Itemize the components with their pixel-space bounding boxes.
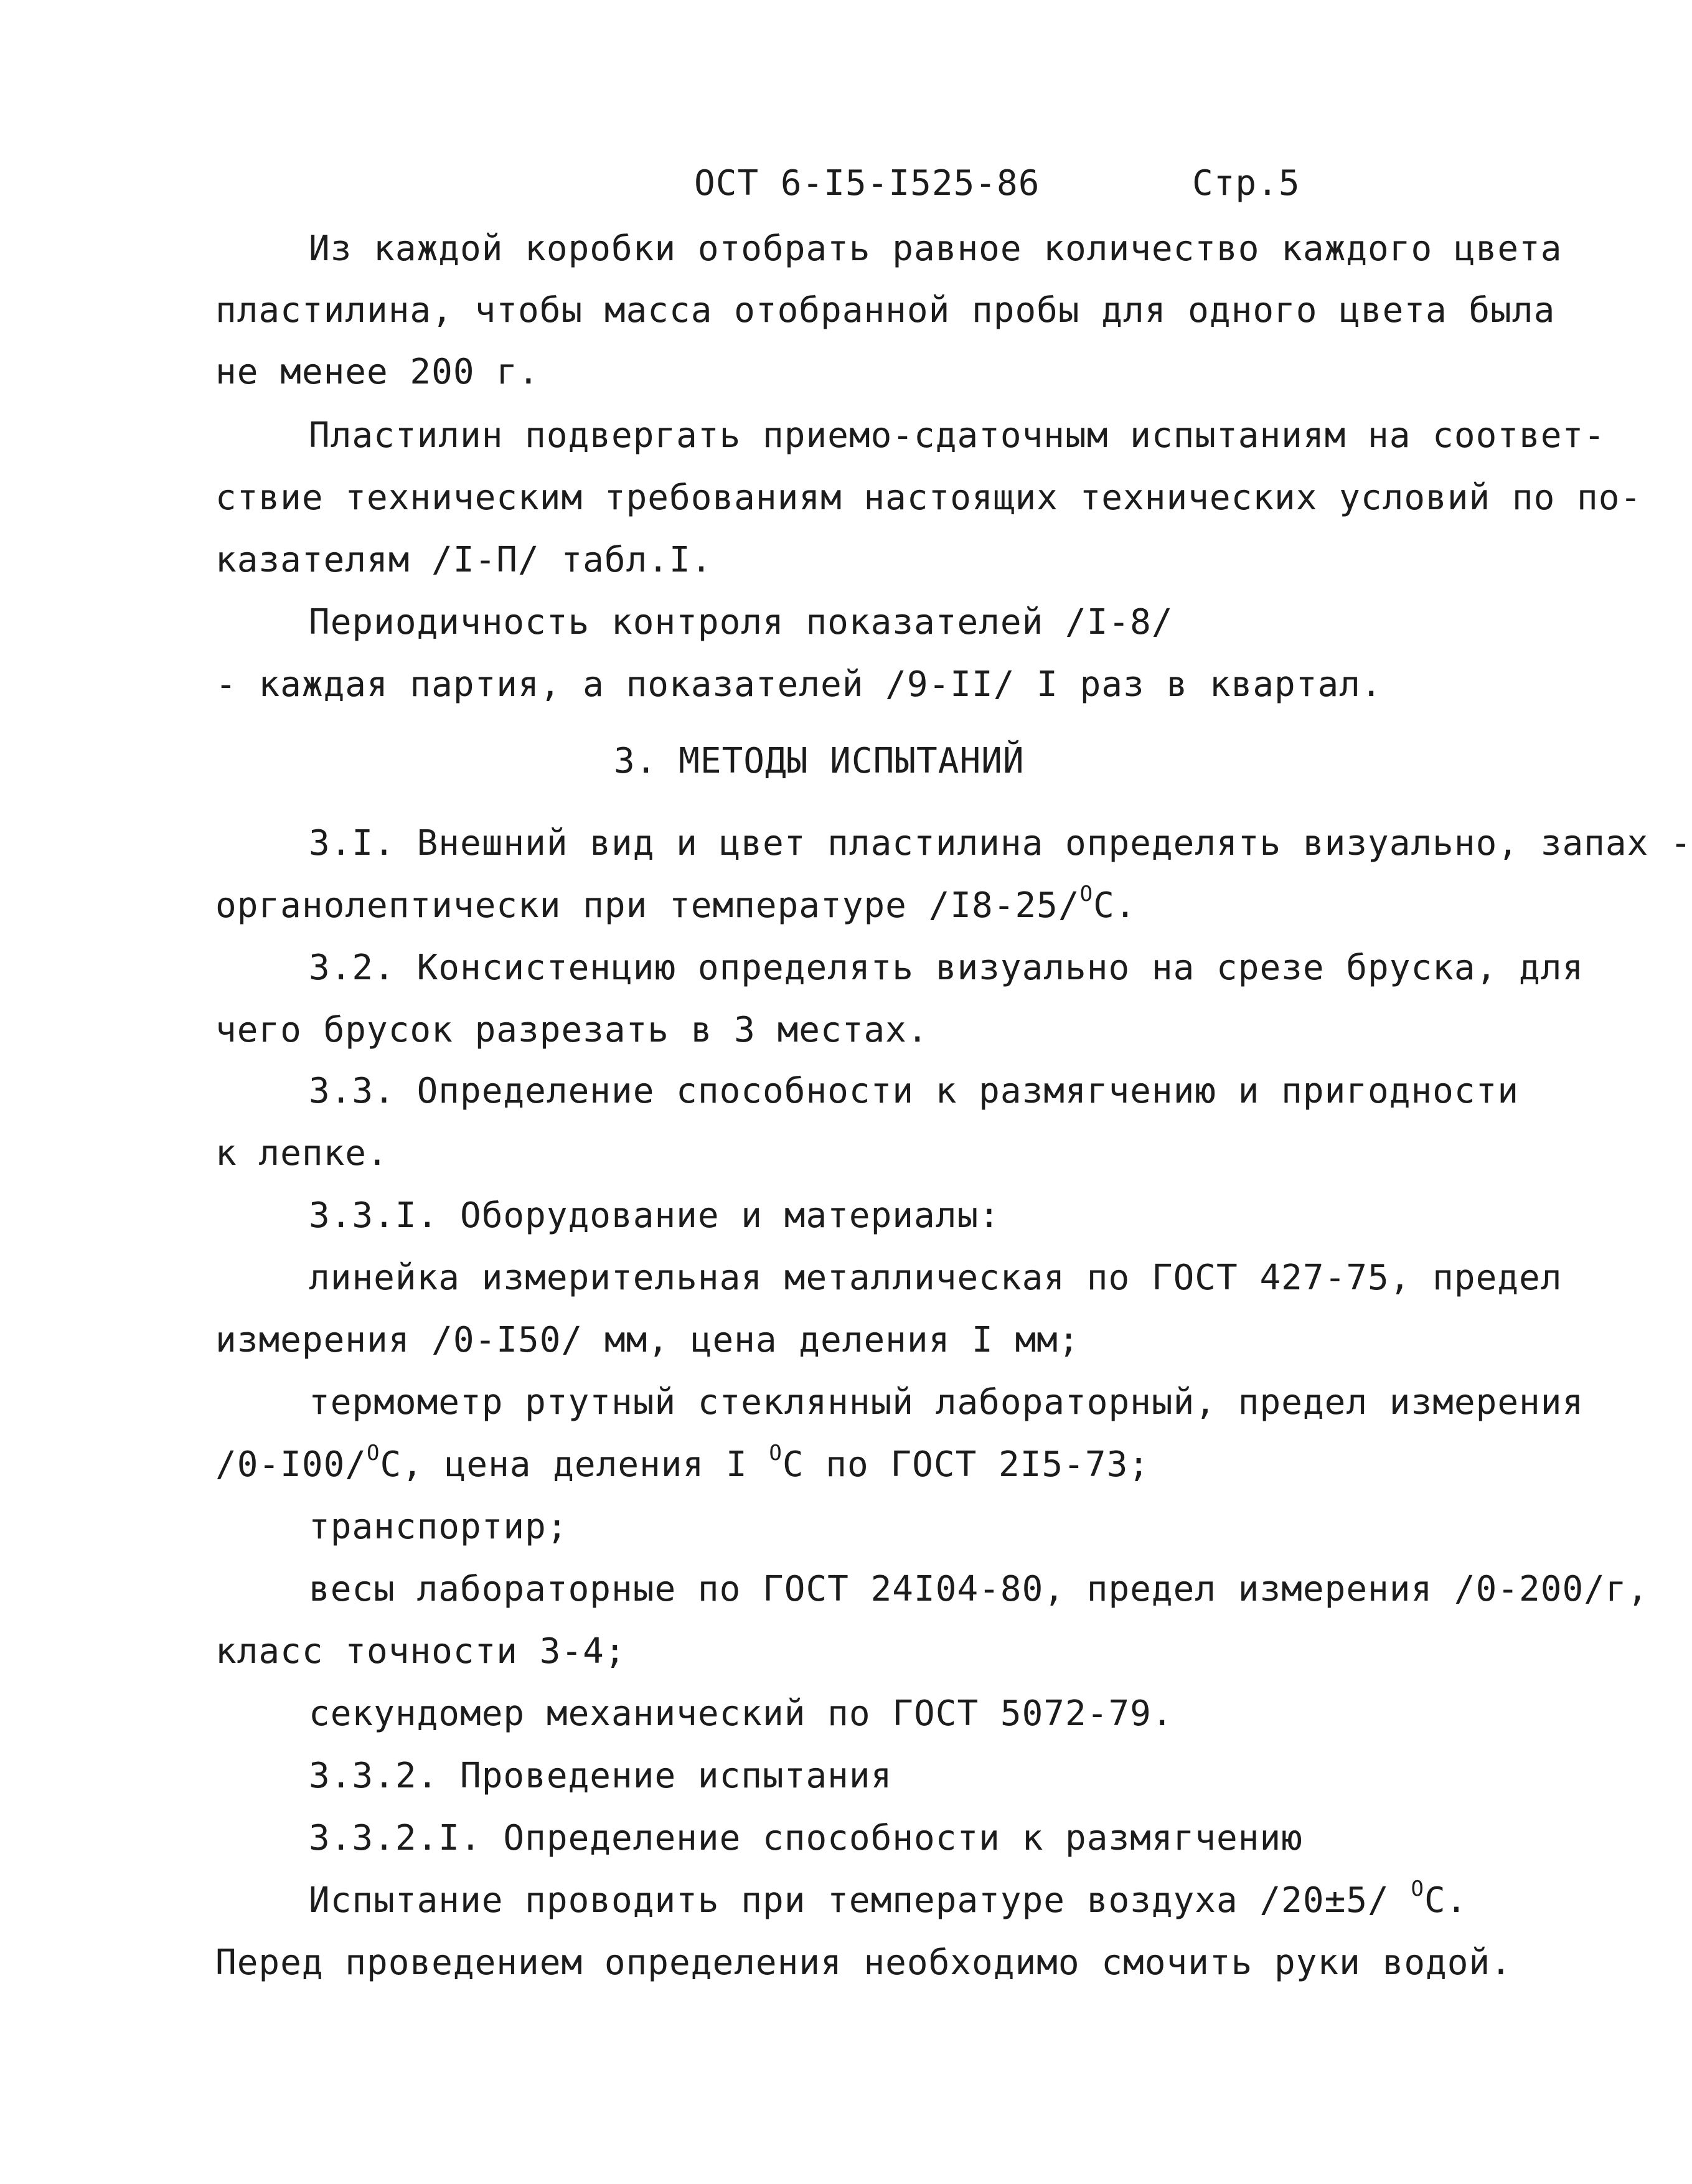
text-line: 3.3.2. Проведение испытания — [309, 1756, 893, 1796]
text-line: измерения /0-I50/ мм, цена деления I мм; — [215, 1320, 1080, 1360]
text-line: органолептически при температуре /I8-25/$^О$С. — [215, 882, 1137, 926]
text-line: секундомер механический по ГОСТ 5072-79. — [309, 1693, 1173, 1734]
text-line: Пластилин подвергать приемо-сдаточным испытаниям на соответ- — [309, 415, 1605, 456]
document-code: ОСТ 6-I5-I525-86 — [694, 163, 1040, 204]
text-line: пластилина, чтобы масса отобранной пробы для одного цвета была — [215, 290, 1556, 331]
text-line: - каждая партия, а показателей /9-II/ I раз в квартал. — [215, 664, 1383, 705]
text-line: 3.I. Внешний вид и цвет пластилина определять визуально, запах - — [309, 823, 1692, 864]
text-line: к лепке. — [215, 1133, 388, 1174]
degree-mark: О — [1079, 882, 1094, 906]
section-heading: 3. МЕТОДЫ ИСПЫТАНИЙ — [614, 741, 1025, 781]
text-line: Испытание проводить при температуре воздуха /20±5/ $^О$С. — [309, 1876, 1468, 1921]
degree-mark: О — [769, 1441, 783, 1466]
text-line: Периодичность контроля показателей /I-8/ — [309, 602, 1173, 642]
text-line: весы лабораторные по ГОСТ 24I04-80, предел измерения /0-200/г, — [309, 1569, 1649, 1609]
degree-mark: О — [1411, 1876, 1424, 1901]
degree-mark: О — [367, 1441, 380, 1466]
text-line: 3.2. Консистенцию определять визуально на срезе бруска, для — [309, 948, 1584, 988]
text-line: ствие техническим требованиям настоящих технических условий по по- — [215, 478, 1642, 518]
text-line: Из каждой коробки отобрать равное количество каждого цвета — [309, 228, 1563, 269]
text-line: чего брусок разрезать в 3 местах. — [215, 1010, 929, 1050]
text-line: не менее 200 г. — [215, 352, 540, 392]
text-line: линейка измерительная металлическая по ГОСТ 427-75, предел — [309, 1258, 1563, 1298]
page-number: Стр.5 — [1192, 163, 1300, 204]
text-line: 3.3.2.I. Определение способности к размягчению — [309, 1818, 1303, 1858]
text-line: 3.3.I. Оборудование и материалы: — [309, 1195, 1000, 1236]
text-line: 3.3. Определение способности к размягчению и пригодности — [309, 1071, 1520, 1111]
text-line: Перед проведением определения необходимо смочить руки водой. — [215, 1942, 1512, 1983]
text-line: казателям /I-П/ табл.I. — [215, 540, 713, 580]
text-line: класс точности 3-4; — [215, 1631, 626, 1672]
text-line: /0-I00/$^О$С, цена деления I $^О$С по ГОСТ 2I5-73; — [215, 1441, 1150, 1485]
text-line: транспортир; — [309, 1507, 568, 1547]
text-line: термометр ртутный стеклянный лабораторный, предел измерения — [309, 1382, 1584, 1423]
